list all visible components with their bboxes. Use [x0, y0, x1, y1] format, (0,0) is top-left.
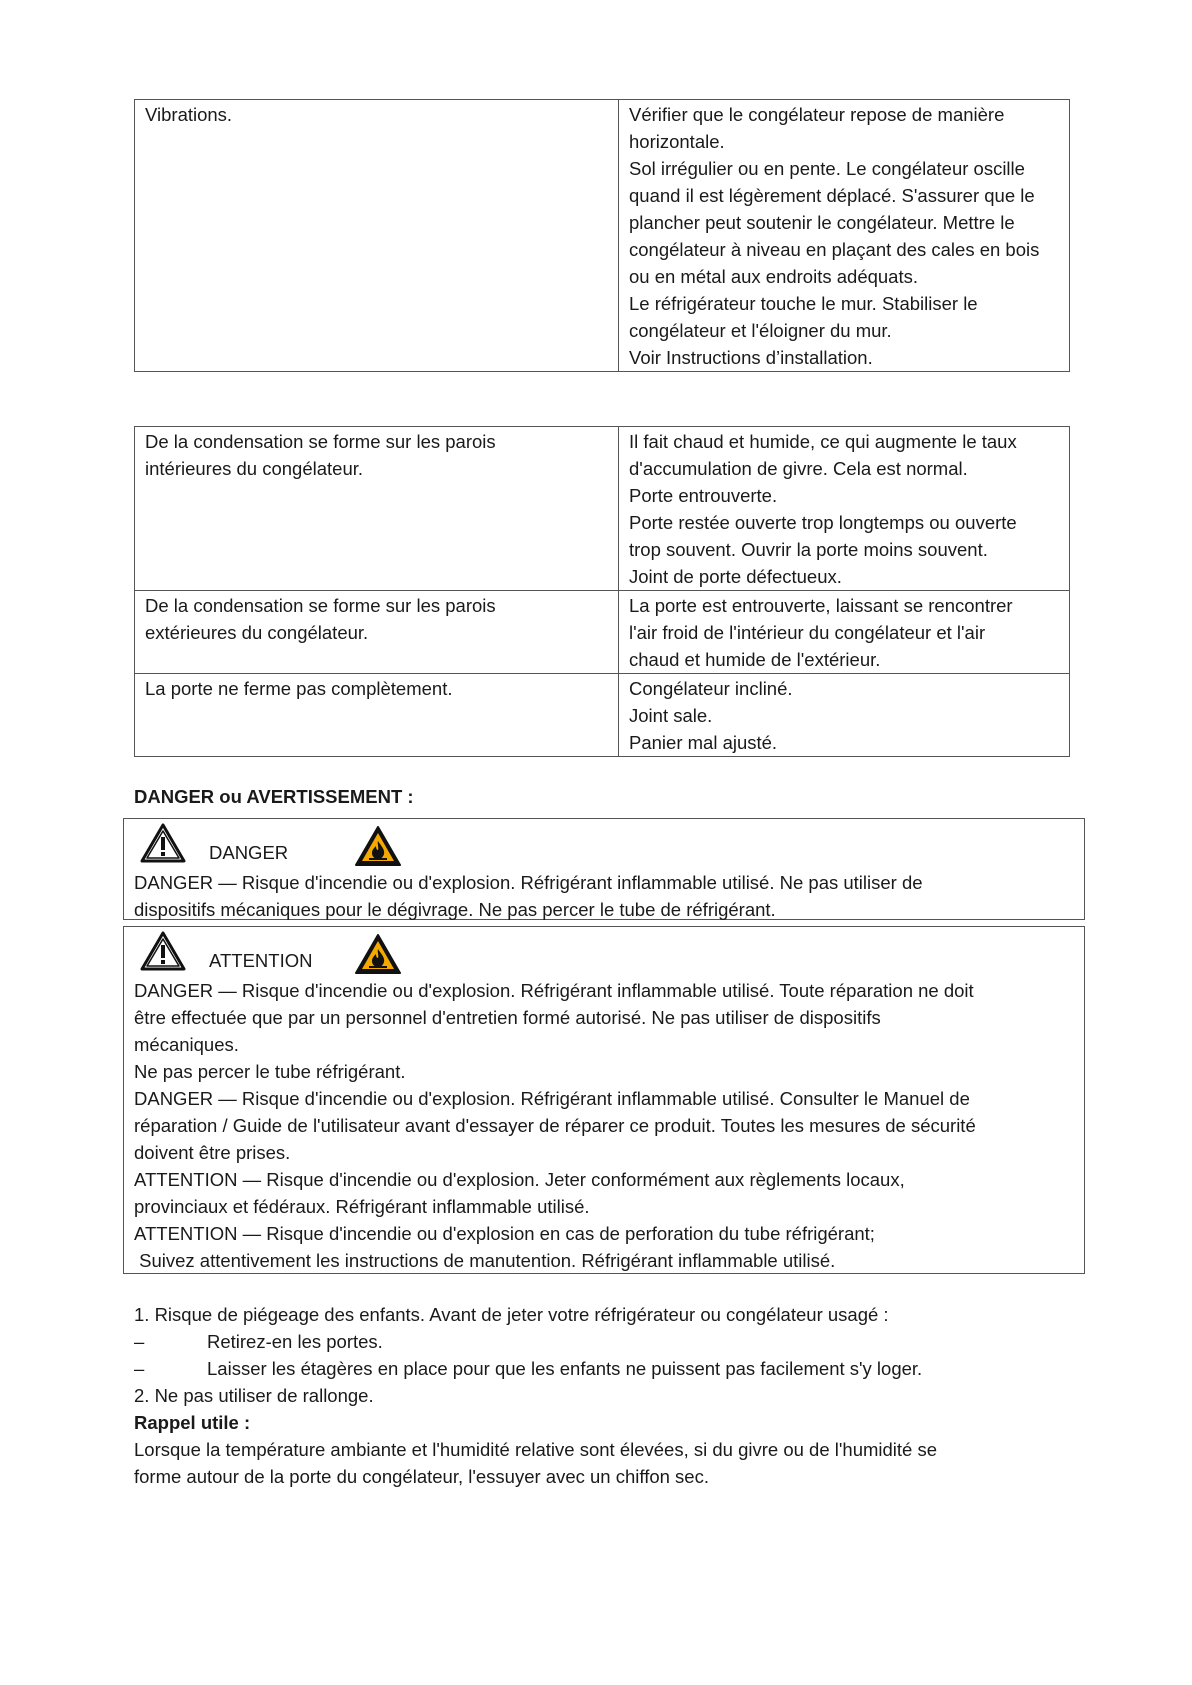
attention-text: [124, 977, 1084, 1274]
danger-line: DANGER — Risque d'incendie ou d'explosion. Réfrigérant inflammable utilisé. Ne pas utiliser de: [134, 872, 923, 893]
attention-box: [123, 926, 1085, 1274]
attention-line: ATTENTION — Risque d'incendie ou d'explosion. Jeter conformément aux règlements locaux,: [134, 1169, 905, 1190]
solution-line: horizontale.: [629, 131, 725, 152]
solution-line: congélateur et l'éloigner du mur.: [629, 320, 892, 341]
table-row: [135, 100, 1070, 372]
solution-line: Voir Instructions d’installation.: [629, 347, 873, 368]
solution-line: ou en métal aux endroits adéquats.: [629, 266, 918, 287]
attention-line: DANGER — Risque d'incendie ou d'explosion. Réfrigérant inflammable utilisé. Toute réparation ne doit: [134, 980, 974, 1001]
danger-box: [123, 818, 1085, 920]
attention-header: [124, 927, 1084, 977]
table-row: [135, 427, 1070, 591]
note-item-2: 2. Ne pas utiliser de rallonge.: [134, 1385, 374, 1406]
problem-cell: [135, 674, 619, 757]
solution-line: d'accumulation de givre. Cela est normal.: [629, 458, 968, 479]
solution-line: Congélateur incliné.: [629, 678, 793, 699]
reminder-line: Lorsque la température ambiante et l'humidité relative sont élevées, si du givre ou de l'humidité se: [134, 1439, 938, 1460]
solution-line: Le réfrigérateur touche le mur. Stabiliser le: [629, 293, 978, 314]
attention-line: DANGER — Risque d'incendie ou d'explosion. Réfrigérant inflammable utilisé. Consulter le Manuel de: [134, 1088, 970, 1109]
attention-line: Ne pas percer le tube réfrigérant.: [134, 1061, 406, 1082]
sub-item-text: Retirez-en les portes.: [207, 1331, 383, 1352]
solution-line: Joint sale.: [629, 705, 713, 726]
problem-line: La porte ne ferme pas complètement.: [145, 678, 453, 699]
problem-cell: [135, 100, 619, 372]
note-item-1: 1. Risque de piégeage des enfants. Avant de jeter votre réfrigérateur ou congélateur usagé :: [134, 1304, 889, 1325]
solution-line: Porte restée ouverte trop longtemps ou ouverte: [629, 512, 1017, 533]
solution-line: l'air froid de l'intérieur du congélateur et l'air: [629, 622, 986, 643]
attention-line: mécaniques.: [134, 1034, 239, 1055]
sub-item-text: Laisser les étagères en place pour que les enfants ne puissent pas facilement s'y loger.: [207, 1358, 923, 1379]
solution-line: Sol irrégulier ou en pente. Le congélateur oscille: [629, 158, 1025, 179]
problem-cell: [135, 427, 619, 591]
solution-line: quand il est légèrement déplacé. S'assurer que le: [629, 185, 1035, 206]
table-row: [135, 674, 1070, 757]
solution-cell: [619, 100, 1070, 372]
attention-line: ATTENTION — Risque d'incendie ou d'explosion en cas de perforation du tube réfrigérant;: [134, 1223, 875, 1244]
attention-line: doivent être prises.: [134, 1142, 291, 1163]
flammable-icon: [354, 825, 402, 867]
attention-line: provinciaux et fédéraux. Réfrigérant inflammable utilisé.: [134, 1196, 590, 1217]
problem-line: De la condensation se forme sur les parois: [145, 595, 496, 616]
problem-line: extérieures du congélateur.: [145, 622, 369, 643]
solution-line: Panier mal ajusté.: [629, 732, 778, 753]
dash-marker: –: [134, 1358, 145, 1379]
solution-line: trop souvent. Ouvrir la porte moins souvent.: [629, 539, 988, 560]
table-row: [135, 591, 1070, 674]
reminder-line: forme autour de la porte du congélateur, l'essuyer avec un chiffon sec.: [134, 1466, 709, 1487]
solution-cell: [619, 427, 1070, 591]
attention-line: être effectuée que par un personnel d'entretien formé autorisé. Ne pas utiliser de dispositifs: [134, 1007, 881, 1028]
danger-header: [124, 819, 1084, 869]
troubleshooting-table-1: [134, 99, 1070, 372]
solution-cell: [619, 674, 1070, 757]
attention-line: Suivez attentivement les instructions de manutention. Réfrigérant inflammable utilisé.: [134, 1250, 836, 1271]
problem-line: intérieures du congélateur.: [145, 458, 364, 479]
problem-line: De la condensation se forme sur les parois: [145, 431, 496, 452]
problem-line: Vibrations.: [145, 104, 233, 125]
dash-marker: –: [134, 1331, 145, 1352]
flammable-icon: [354, 933, 402, 975]
danger-line: dispositifs mécaniques pour le dégivrage. Ne pas percer le tube de réfrigérant.: [134, 899, 776, 920]
danger-text: [124, 869, 1084, 923]
troubleshooting-table-2: [134, 426, 1070, 757]
attention-label: ATTENTION: [209, 950, 313, 971]
solution-line: chaud et humide de l'extérieur.: [629, 649, 881, 670]
solution-line: Porte entrouverte.: [629, 485, 778, 506]
solution-line: Joint de porte défectueux.: [629, 566, 842, 587]
solution-line: Il fait chaud et humide, ce qui augmente le taux: [629, 431, 1017, 452]
sub-item: [134, 1355, 1094, 1382]
warnings-title: DANGER ou AVERTISSEMENT :: [134, 786, 414, 807]
notes-section: [134, 1301, 1094, 1490]
reminder-title: Rappel utile :: [134, 1412, 251, 1433]
solution-line: La porte est entrouverte, laissant se rencontrer: [629, 595, 1013, 616]
attention-line: réparation / Guide de l'utilisateur avant d'essayer de réparer ce produit. Toutes les mesures de sécurité: [134, 1115, 976, 1136]
solution-line: congélateur à niveau en plaçant des cales en bois: [629, 239, 1040, 260]
warning-triangle-icon: [140, 822, 186, 864]
sub-item: [134, 1328, 1094, 1355]
solution-cell: [619, 591, 1070, 674]
danger-label: DANGER: [209, 842, 289, 863]
solution-line: plancher peut soutenir le congélateur. Mettre le: [629, 212, 1015, 233]
solution-line: Vérifier que le congélateur repose de manière: [629, 104, 1005, 125]
warning-triangle-icon: [140, 930, 186, 972]
problem-cell: [135, 591, 619, 674]
